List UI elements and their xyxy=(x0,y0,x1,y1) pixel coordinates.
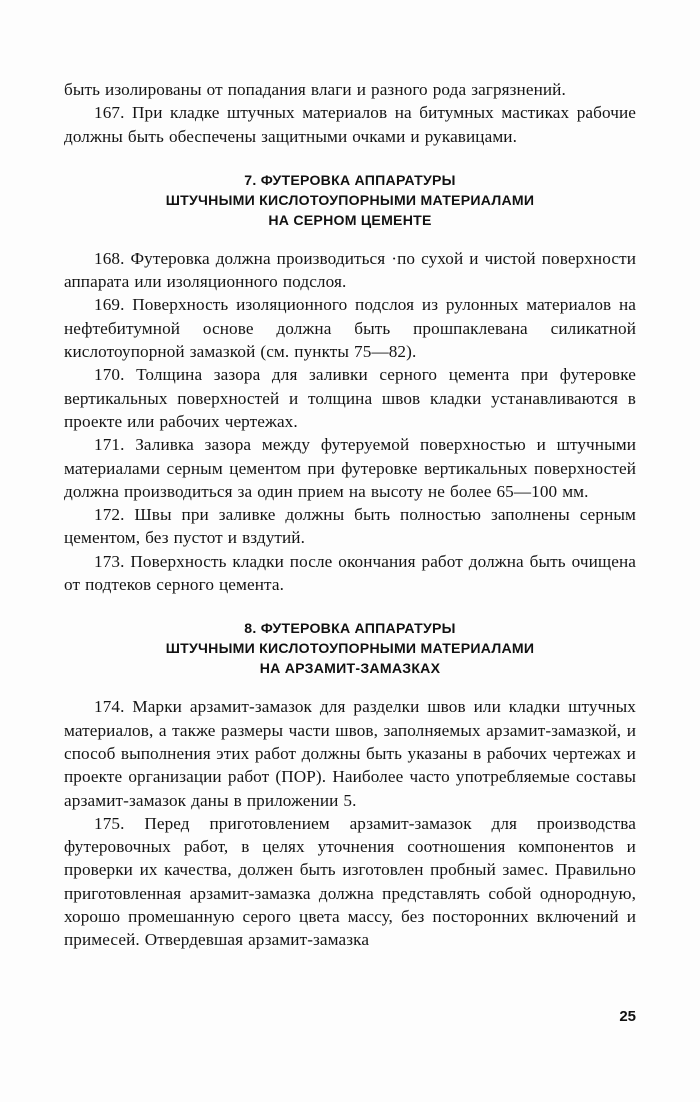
spacer-before-heading-8 xyxy=(64,596,636,618)
paragraph-173: 173. Поверхность кладки после окончания работ должна быть очищена от подтеков серного цемента. xyxy=(64,551,636,595)
paragraph-167: 167. При кладке штучных материалов на битумных мастиках рабочие должны быть обеспечены защитными очками и рукавицами. xyxy=(64,103,636,146)
section-heading-7-line-1: 7. ФУТЕРОВКА АППАРАТУРЫ xyxy=(244,171,456,188)
section-heading-8-line-2: ШТУЧНЫМИ КИСЛОТОУПОРНЫМИ МАТЕРИАЛАМИ xyxy=(165,640,535,657)
section-heading-7-line-3: НА СЕРНОМ ЦЕМЕНТЕ xyxy=(268,211,432,228)
page-body xyxy=(64,78,636,952)
page-number: 25 xyxy=(619,1008,636,1025)
section-heading-8 xyxy=(64,618,636,678)
spacer-after-heading-7 xyxy=(64,230,636,247)
paragraph-168: 168. Футеровка должна производиться ·по сухой и чистой поверхности аппарата или изоляционного подслоя. xyxy=(64,248,636,292)
paragraph-166-continuation: быть изолированы от попадания влаги и разного рода загрязнений. xyxy=(64,80,566,99)
spacer-before-heading-7 xyxy=(64,148,636,170)
section-heading-8-line-1: 8. ФУТЕРОВКА АППАРАТУРЫ xyxy=(244,620,456,637)
paragraph-171: 171. Заливка зазора между футеруемой поверхностью и штучными материалами серным цементом при футеровке вертикальных поверхностей должна производиться за один прием на высоту не более 65—100 мм. xyxy=(64,435,636,501)
paragraph-174: 174. Марки арзамит-замазок для разделки швов или кладки штучных материалов, а также размеры части швов, заполняемых арзамит-замазкой, и способ выполнения этих работ должны быть указаны в рабочих чертежах и проекте организации работ (ПОР). Наиболее часто употребляемые составы арзамит-замазок даны в приложении 5. xyxy=(64,697,636,810)
section-heading-7-line-2: ШТУЧНЫМИ КИСЛОТОУПОРНЫМИ МАТЕРИАЛАМИ xyxy=(165,191,535,208)
paragraph-175: 175. Перед приготовлением арзамит-замазок для производства футеровочных работ, в целях уточнения соотношения компонентов и проверки их качества, должен быть изготовлен пробный замес. Правильно приготовленная арзамит-замазка должна представлять собой однородную, хорошо промешанную серого цвета массу, без посторонних включений и примесей. Отвердевшая арзамит-замазка xyxy=(64,813,636,950)
paragraph-169: 169. Поверхность изоляционного подслоя из рулонных материалов на нефтебитумной основе должна быть прошпаклевана силикатной кислотоупорной замазкой (см. пункты 75—82). xyxy=(64,295,636,362)
section-heading-8-line-3: НА АРЗАМИТ-ЗАМАЗКАХ xyxy=(259,660,441,677)
paragraph-170: 170. Толщина зазора для заливки серного цемента при футеровке вертикальных поверхностей и толщина швов кладки устанавливаются в проекте или рабочих чертежах. xyxy=(64,365,636,431)
spacer-after-heading-8 xyxy=(64,678,636,695)
section-heading-7 xyxy=(64,170,636,230)
paragraph-172: 172. Швы при заливке должны быть полностью заполнены серным цементом, без пустот и вздутий. xyxy=(64,505,636,548)
